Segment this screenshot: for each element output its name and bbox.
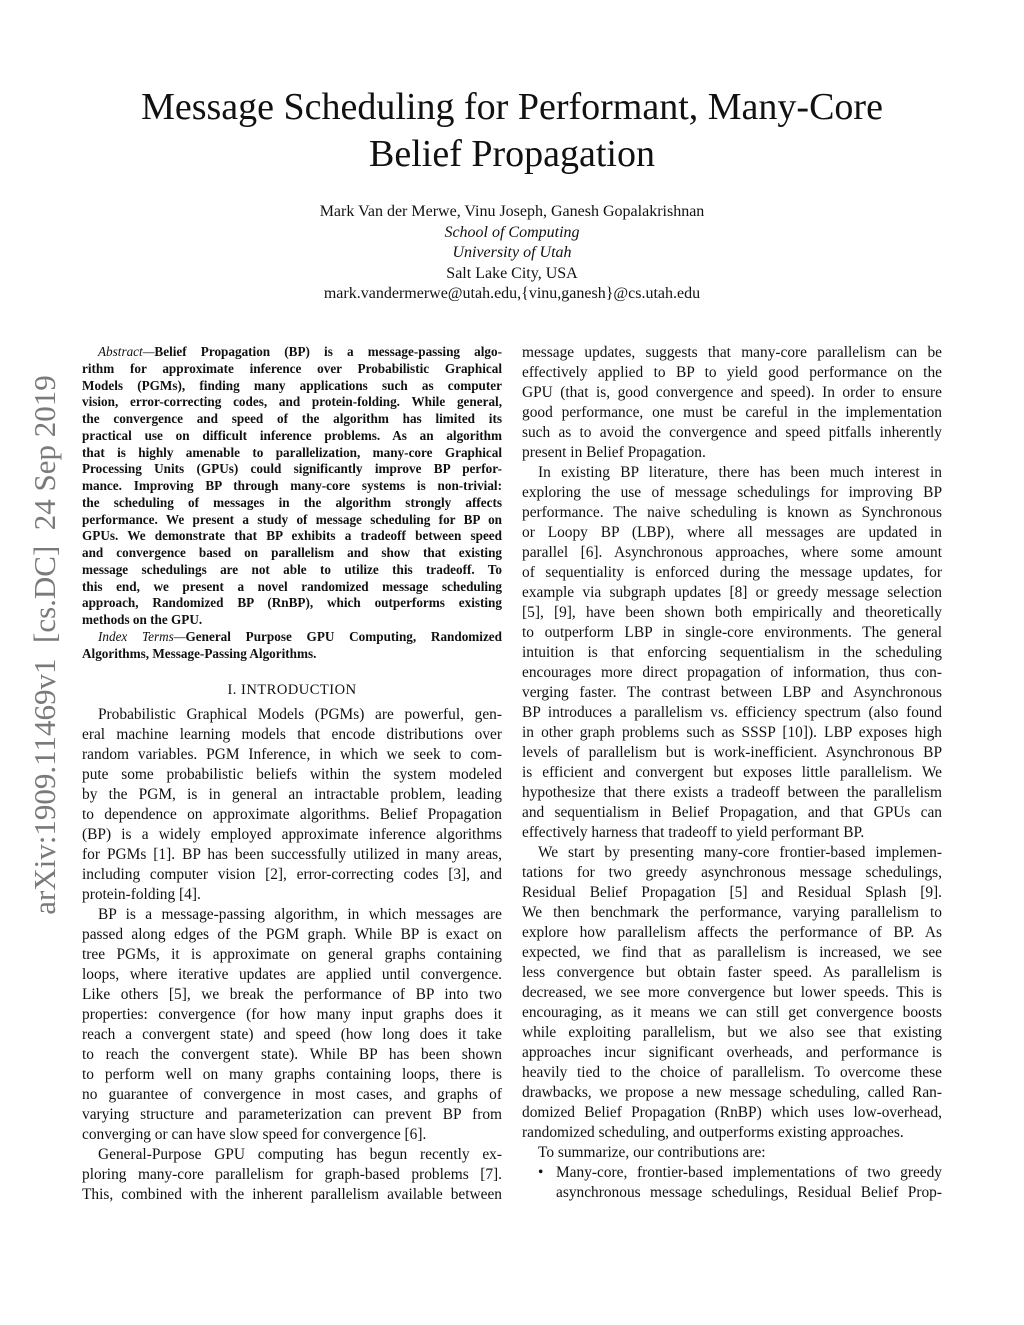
text-line: We start by presenting many-core frontier-based implemen- (538, 844, 942, 861)
bullet-marker: • (538, 1164, 544, 1181)
author-block (0, 202, 1024, 305)
abstract-text: mance. Improving BP through many-core systems is non-trivial: (82, 478, 502, 493)
abstract-line (82, 378, 502, 395)
abstract-text: and convergence based on parallelism and show that existing (82, 545, 502, 560)
authors: Mark Van der Merwe, Vinu Joseph, Ganesh Gopalakrishnan (319, 203, 705, 220)
text-line: ploring many-core parallelism for graph-based problems [7]. (82, 1166, 502, 1184)
abstract (82, 344, 502, 662)
text-line: explore how parallelism affects the performance of BP. As (522, 924, 942, 941)
author-emails: mark.vandermerwe@utah.edu,{vinu,ganesh}@cs.utah.edu (323, 285, 701, 303)
text-line: by the PGM, is in general an intractable problem, leading (82, 786, 502, 804)
text-line: To summarize, our contributions are: (538, 1144, 766, 1161)
text-line: parallel [6]. Asynchronous approaches, where some amount (522, 544, 942, 561)
abstract-line (82, 629, 502, 646)
text-line: asynchronous message schedulings, Residual Belief Prop- (556, 1184, 942, 1201)
text-line: GPU (that is, good convergence and speed). In order to ensure (522, 384, 942, 401)
paragraph (522, 1143, 942, 1163)
text-line: hypothesize that there exists a tradeoff between the parallelism (522, 784, 942, 801)
title-line: Belief Propagation (369, 133, 655, 175)
text-line: or Loopy BP (LBP), where all messages are updated in (522, 524, 942, 541)
text-line: effectively applied to BP to yield good performance on the (522, 364, 942, 381)
text-line: less convergence but obtain faster speed. As parallelism is (522, 964, 942, 981)
text-line: levels of parallelism but is work-inefficient. Asynchronous BP (522, 744, 942, 761)
abstract-label: Abstract— (98, 344, 155, 359)
paragraph (82, 705, 502, 905)
text-line: to dependence on approximate algorithms. Belief Propagation (82, 806, 502, 824)
text-line: eral machine learning models that encode distributions over (82, 726, 502, 744)
text-line: to reach the convergent state). While BP has been shown (82, 1046, 502, 1064)
index_terms-text: Algorithms, Message-Passing Algorithms. (82, 645, 317, 661)
paragraph (82, 905, 502, 1145)
text-line: effectively harness that tradeoff to yield performant BP. (522, 824, 865, 841)
text-line: while exploiting parallelism, but we also see that existing (522, 1024, 942, 1041)
text-line: drawbacks, we propose a new message scheduling, called Ran- (522, 1084, 942, 1101)
abstract-text: Models (PGMs), finding many applications such as computer (82, 377, 502, 393)
abstract-text: GPUs. We demonstrate that BP exhibits a tradeoff between speed (82, 528, 502, 544)
text-line: Many-core, frontier-based implementations of two greedy (556, 1164, 942, 1181)
text-line: loops, where iterative updates are applied until convergence. (82, 966, 502, 984)
text-line: to perform well on many graphs containing loops, there is (82, 1066, 502, 1084)
paragraph (522, 343, 942, 463)
abstract-text: vision, error-correcting codes, and protein-folding. While general, (82, 394, 502, 410)
text-line: We then benchmark the performance, varying parallelism to (522, 904, 942, 921)
section-heading-introduction: I. INTRODUCTION (227, 682, 357, 699)
text-line: approaches incur significant overheads, and performance is (522, 1044, 942, 1061)
abstract-line (82, 579, 502, 596)
text-line: Like others [5], we break the performance of BP into two (82, 986, 502, 1004)
abstract-line (82, 394, 502, 411)
abstract-line (82, 528, 502, 545)
text-line: performance. The naive scheduling is known as Synchronous (522, 504, 942, 521)
abstract-line (82, 411, 502, 428)
left-body (82, 705, 502, 1205)
abstract-line (82, 344, 502, 361)
text-line: expected, we find that as parallelism is increased, we see (522, 944, 942, 961)
text-line: encourages more direct propagation of information, thus con- (522, 664, 942, 681)
abstract-text: approach, Randomized BP (RnBP), which outperforms existing (82, 595, 502, 611)
text-line: of sequentiality is enforced during the message updates, for (522, 564, 942, 581)
abstract-text: that is highly amenable to parallelization, many-core Graphical (82, 444, 502, 460)
text-line: to outperform LBP in single-core environments. The general (522, 624, 942, 641)
text-line: This, combined with the inherent parallelism available between (82, 1186, 502, 1204)
abstract-line (82, 646, 502, 663)
text-line: reach a convergent state) and speed (how long does it take (82, 1026, 502, 1044)
text-line: in other graph problems such as SSSP [10]). LBP exposes high (522, 724, 942, 741)
abstract-line (82, 512, 502, 529)
text-line: protein-folding [4]. (82, 886, 201, 904)
text-line: Residual Belief Propagation [5] and Residual Splash [9]. (522, 884, 942, 901)
text-line: converging or can have slow speed for convergence [6]. (82, 1126, 427, 1144)
abstract-line (82, 361, 502, 378)
text-line: good performance, one must be careful in the implementation (522, 404, 942, 421)
title-line: Message Scheduling for Performant, Many-Core (141, 86, 883, 128)
text-line: is efficient and convergent but exposes little parallelism. We (522, 764, 942, 781)
abstract-line (82, 595, 502, 612)
text-line: such as to avoid the convergence and speed pitfalls inherently (522, 424, 942, 441)
text-line: including computer vision [2], error-correcting codes [3], and (82, 866, 502, 884)
text-line: domized Belief Propagation (RnBP) which uses low-overhead, (522, 1104, 942, 1121)
abstract-line (82, 445, 502, 462)
paragraph (522, 463, 942, 843)
text-line: randomized scheduling, and outperforms existing approaches. (522, 1124, 904, 1141)
text-line: [5], [9], have been shown both empirically and theoretically (522, 604, 942, 621)
text-line: example via subgraph updates [8] or greedy message selection (522, 584, 942, 601)
paragraph (82, 1145, 502, 1205)
text-line: (BP) is a widely employed approximate inference algorithms (82, 826, 502, 844)
abstract-text: Processing Units (GPUs) could significantly improve BP perfor- (82, 461, 502, 477)
right-column (522, 343, 942, 1203)
paragraph (522, 843, 942, 1143)
left-column (82, 344, 502, 1205)
abstract-text: practical use on difficult inference problems. As an algorithm (82, 427, 502, 443)
abstract-text: the scheduling of messages in the algorithm strongly affects (82, 494, 502, 510)
text-line: message updates, suggests that many-core parallelism can be (522, 344, 942, 361)
text-line: verging faster. The contrast between LBP and Asynchronous (522, 684, 942, 701)
text-line: General-Purpose GPU computing has begun recently ex- (98, 1146, 502, 1164)
abstract-line (82, 562, 502, 579)
paper-title (0, 84, 1024, 178)
abstract-text: methods on the GPU. (82, 612, 203, 627)
abstract-text: message schedulings are not able to utilize this tradeoff. To (82, 561, 502, 577)
text-line: decreased, we see more convergence but lower speeds. This is (522, 984, 942, 1001)
abstract-line (82, 428, 502, 445)
text-line: heavily tied to the choice of parallelism. To overcome these (522, 1064, 942, 1081)
text-line: encouraging, as it means we can still get convergence boosts (522, 1004, 942, 1021)
text-line: In existing BP literature, there has been much interest in (538, 464, 942, 481)
text-line: and sequentialism in Belief Propagation, and that GPUs can (522, 804, 942, 821)
contribution-bullet (522, 1163, 942, 1203)
text-line: tree PGMs, it is approximate on general graphs containing (82, 946, 502, 964)
text-line: intuition is that enforcing sequentialism in the scheduling (522, 644, 942, 661)
abstract-line (82, 495, 502, 512)
text-line: BP introduces a parallelism vs. efficiency spectrum (also found (522, 704, 942, 721)
abstract-line (82, 478, 502, 495)
index_terms-text: General Purpose GPU Computing, Randomized (185, 628, 502, 644)
text-line: Probabilistic Graphical Models (PGMs) are powerful, gen- (98, 706, 502, 724)
text-line: passed along edges of the PGM graph. While BP is exact on (82, 926, 502, 944)
text-line: properties: convergence (for how many input graphs does it (82, 1006, 502, 1024)
abstract-text: the convergence and speed of the algorithm has limited its (82, 411, 502, 426)
affiliation-dept: School of Computing (444, 223, 580, 241)
index_terms-label: Index Terms— (98, 628, 186, 644)
abstract-line (82, 461, 502, 478)
abstract-text: this end, we present a novel randomized message scheduling (82, 578, 502, 594)
arxiv-identifier: arXiv:1909.11469v1 [cs.DC] 24 Sep 2019 (27, 375, 62, 915)
affiliation-univ: University of Utah (452, 244, 572, 262)
text-line: present in Belief Propagation. (522, 444, 706, 461)
text-line: for PGMs [1]. BP has been successfully utilized in many areas, (82, 846, 502, 864)
text-line: pute some probabilistic beliefs within the system modeled (82, 766, 502, 784)
text-line: tations for two greedy asynchronous message schedulings, (522, 864, 942, 881)
text-line: random variables. PGM Inference, in which we seek to com- (82, 746, 502, 764)
right-body (522, 343, 942, 1163)
text-line: exploring the use of message schedulings for improving BP (522, 484, 942, 501)
abstract-text: Belief Propagation (BP) is a message-passing algo- (154, 344, 502, 359)
abstract-text: performance. We present a study of message scheduling for BP on (82, 511, 502, 527)
abstract-line (82, 545, 502, 562)
abstract-line (82, 612, 502, 629)
text-line: BP is a message-passing algorithm, in which messages are (98, 906, 502, 924)
text-line: no guarantee of convergence in most cases, and graphs of (82, 1086, 502, 1104)
abstract-text: rithm for approximate inference over Probabilistic Graphical (82, 360, 502, 376)
affiliation-city: Salt Lake City, USA (446, 264, 578, 282)
text-line: varying structure and parameterization can prevent BP from (82, 1106, 502, 1124)
